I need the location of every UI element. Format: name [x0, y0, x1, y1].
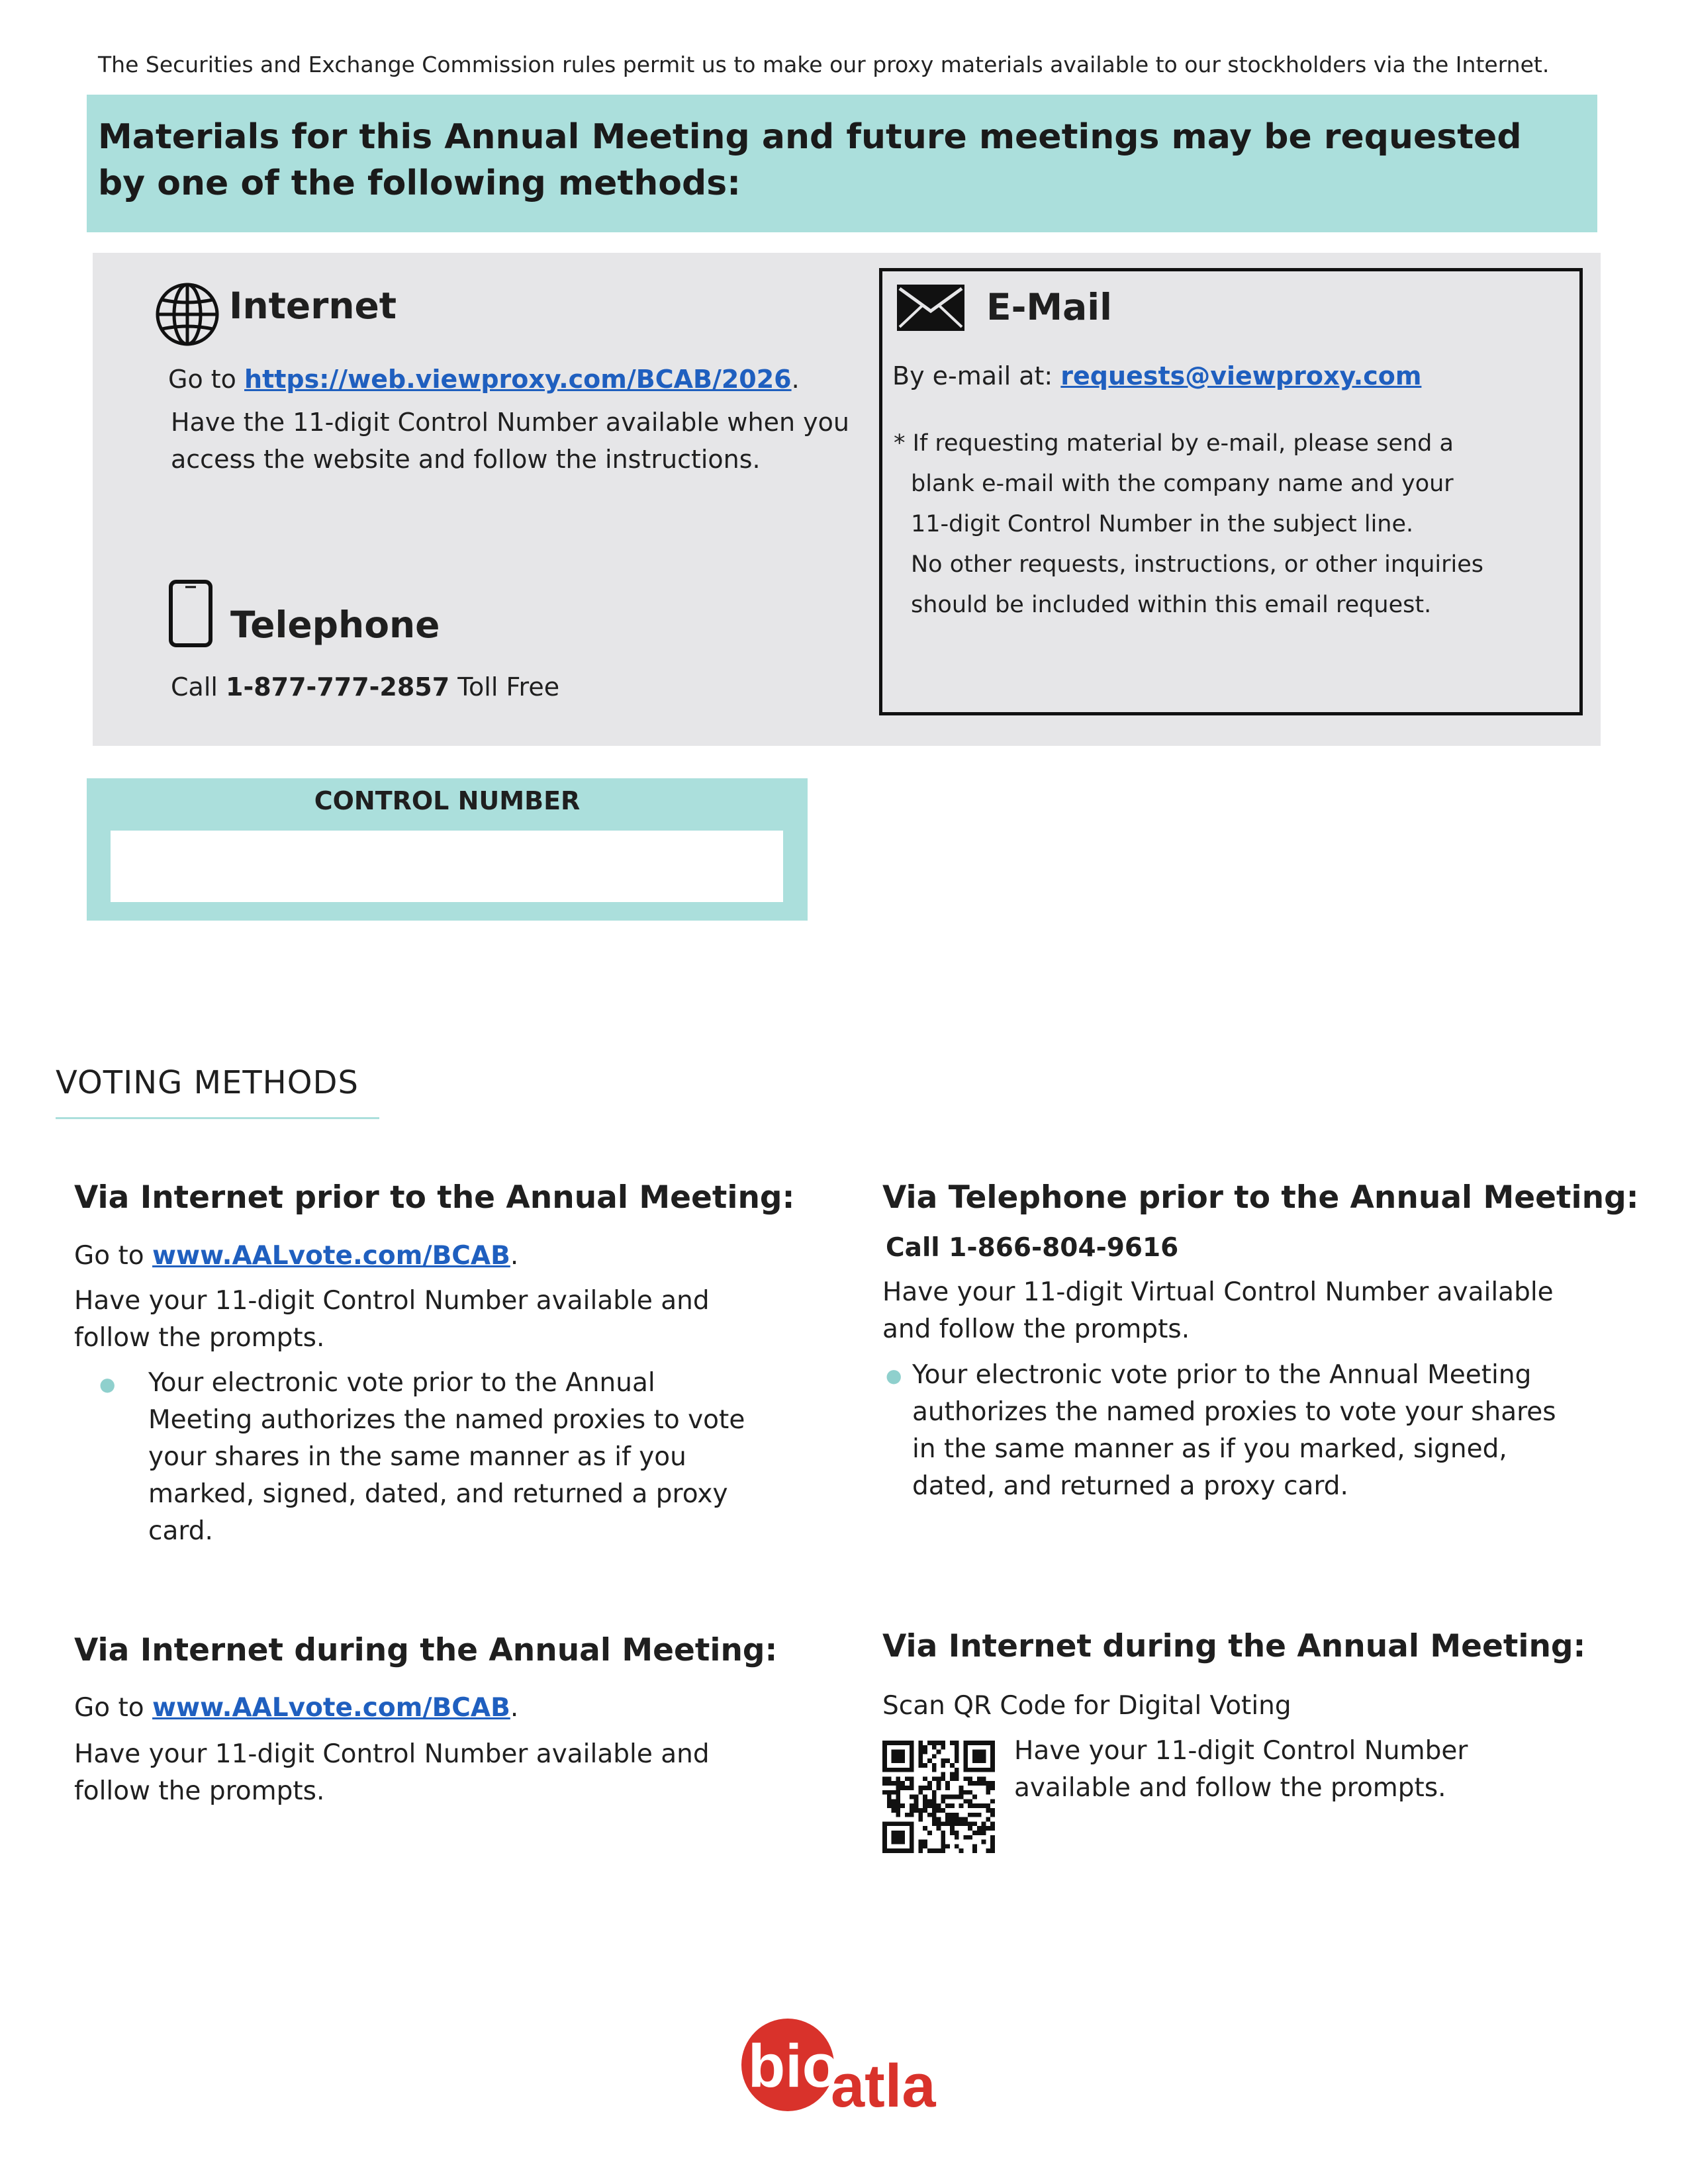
- email-note-line: 11-digit Control Number in the subject line.: [911, 511, 1414, 537]
- control-number-field[interactable]: [111, 831, 783, 902]
- control-number-label: CONTROL NUMBER: [314, 786, 581, 815]
- internet-prior-goto-suffix: .: [510, 1241, 519, 1271]
- internet-prior-bullet-line: Your electronic vote prior to the Annual: [148, 1368, 655, 1398]
- internet-prior-line: Have your 11-digit Control Number available and: [74, 1286, 710, 1316]
- internet-prior-line: follow the prompts.: [74, 1323, 325, 1353]
- telephone-prior-bullet-line: dated, and returned a proxy card.: [912, 1471, 1348, 1501]
- telephone-heading: Telephone: [230, 604, 440, 646]
- envelope-icon: [897, 285, 964, 331]
- internet-during-line: Have your 11-digit Control Number available and: [74, 1739, 710, 1769]
- internet-during-line: follow the prompts.: [74, 1776, 325, 1806]
- telephone-prior-line: Have your 11-digit Virtual Control Number available: [882, 1277, 1554, 1307]
- internet-heading: Internet: [229, 285, 397, 327]
- qr-scan-text: Scan QR Code for Digital Voting: [882, 1691, 1291, 1721]
- telephone-number[interactable]: 1-877-777-2857: [226, 672, 450, 702]
- internet-during-goto-line: [74, 1690, 518, 1727]
- internet-during-goto-suffix: .: [510, 1693, 519, 1723]
- telephone-prior-bullet-line: authorizes the named proxies to vote your shares: [912, 1397, 1556, 1427]
- logo-text-bio: bio: [748, 2032, 839, 2100]
- internet-prior-heading: Via Internet prior to the Annual Meeting:: [74, 1179, 795, 1216]
- internet-prior-bullet-line: your shares in the same manner as if you: [148, 1442, 686, 1472]
- telephone-call-line: [171, 668, 559, 705]
- intro-text: The Securities and Exchange Commission rules permit us to make our proxy materials available to our stockholders via the Internet.: [98, 52, 1550, 77]
- internet-request-link[interactable]: https://web.viewproxy.com/BCAB/2026: [244, 365, 792, 394]
- internet-prior-bullet: [148, 1365, 745, 1550]
- internet-during-heading: Via Internet during the Annual Meeting:: [74, 1632, 778, 1668]
- internet-goto-prefix: Go to: [168, 365, 245, 394]
- globe-icon: [154, 281, 220, 347]
- internet-during-qr-heading: Via Internet during the Annual Meeting:: [882, 1628, 1586, 1664]
- voting-methods-title: VOTING METHODS: [56, 1064, 359, 1101]
- materials-banner-title: Materials for this Annual Meeting and future meetings may be requested by one of the following methods:: [98, 117, 1522, 203]
- internet-prior-goto-prefix: Go to: [74, 1241, 153, 1271]
- email-by-line: [892, 357, 1421, 394]
- internet-prior-bullet-line: marked, signed, dated, and returned a proxy: [148, 1479, 728, 1509]
- internet-goto-suffix: .: [791, 365, 800, 394]
- email-note-line: should be included within this email request.: [911, 592, 1432, 618]
- telephone-call-prefix: Call: [171, 672, 226, 702]
- telephone-call-suffix: Toll Free: [449, 672, 560, 702]
- internet-during-link[interactable]: www.AALvote.com/BCAB: [152, 1693, 510, 1723]
- telephone-prior-line: and follow the prompts.: [882, 1314, 1190, 1344]
- email-by-prefix: By e-mail at:: [892, 361, 1061, 390]
- telephone-prior-bullet: [912, 1357, 1556, 1505]
- email-note-line: * If requesting material by e-mail, please send a: [894, 430, 1454, 457]
- internet-instructions-line-1: Have the 11-digit Control Number available when you: [171, 408, 849, 437]
- telephone-prior-heading: Via Telephone prior to the Annual Meeting:: [882, 1179, 1639, 1216]
- qr-instructions-line: Have your 11-digit Control Number: [1014, 1736, 1468, 1766]
- internet-goto-line: [168, 361, 800, 398]
- internet-prior-bullet-line: card.: [148, 1516, 213, 1546]
- bullet-dot: ●: [99, 1373, 116, 1395]
- internet-during-text: [74, 1736, 710, 1810]
- internet-prior-goto-line: [74, 1238, 518, 1275]
- telephone-prior-bullet-line: in the same manner as if you marked, signed,: [912, 1434, 1507, 1464]
- logo-text-atla: atla: [831, 2052, 936, 2120]
- bioatla-logo: [735, 2009, 960, 2124]
- email-note-line: No other requests, instructions, or other inquiries: [911, 551, 1484, 578]
- internet-during-goto-prefix: Go to: [74, 1693, 153, 1723]
- phone-icon: [168, 579, 213, 648]
- telephone-prior-bullet-line: Your electronic vote prior to the Annual Meeting: [912, 1360, 1532, 1390]
- email-note: [894, 424, 1562, 625]
- bullet-dot: ●: [886, 1365, 902, 1387]
- telephone-prior-text: [882, 1274, 1554, 1348]
- internet-instructions-line-2: access the website and follow the instructions.: [171, 445, 761, 474]
- internet-prior-text: [74, 1283, 710, 1357]
- qr-code[interactable]: [882, 1741, 995, 1853]
- internet-prior-bullet-line: Meeting authorizes the named proxies to vote: [148, 1405, 745, 1435]
- voting-methods-rule: [56, 1117, 379, 1119]
- qr-instructions: [1014, 1733, 1468, 1807]
- email-address-link[interactable]: requests@viewproxy.com: [1060, 361, 1422, 390]
- telephone-prior-call[interactable]: Call 1-866-804-9616: [886, 1233, 1179, 1263]
- internet-prior-link[interactable]: www.AALvote.com/BCAB: [152, 1241, 510, 1271]
- email-heading: E-Mail: [986, 286, 1112, 328]
- email-note-line: blank e-mail with the company name and your: [911, 471, 1454, 497]
- qr-instructions-line: available and follow the prompts.: [1014, 1773, 1446, 1803]
